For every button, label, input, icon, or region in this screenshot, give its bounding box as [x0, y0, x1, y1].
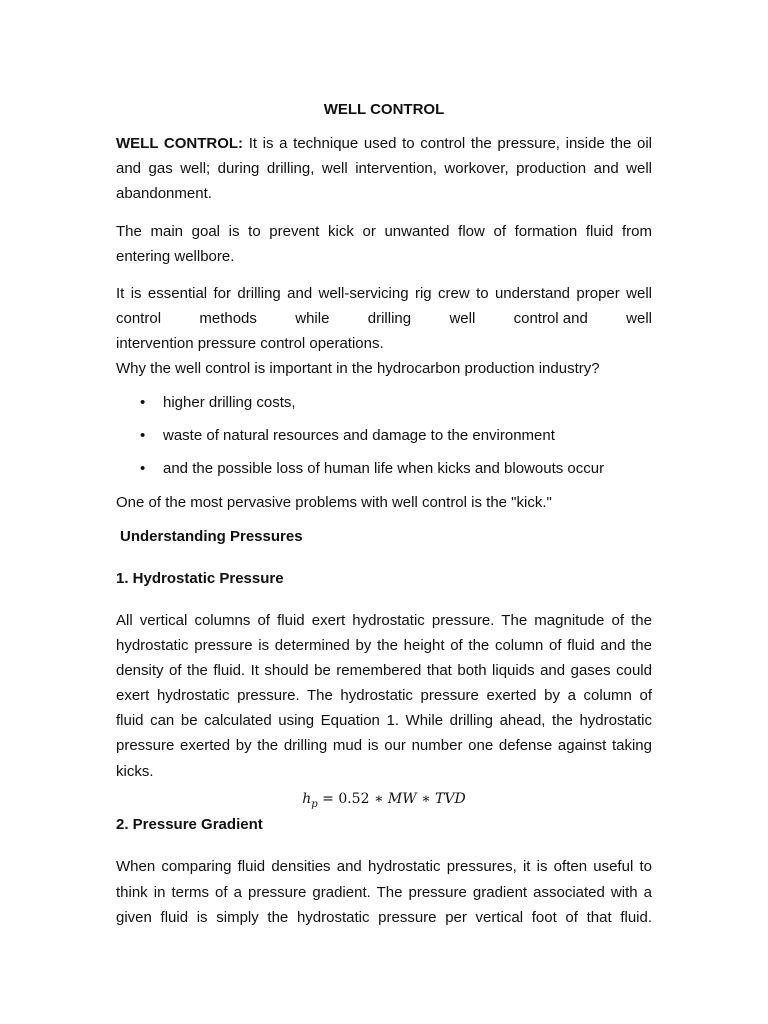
hydrostatic-line: kicks.: [116, 763, 154, 780]
intro-text-1: It is a technique used to control the pressure, inside the oil: [243, 135, 652, 152]
kick-sentence: One of the most pervasive problems with well control is the "kick.": [116, 494, 552, 511]
gradient-line: think in terms of a pressure gradient. The pressure gradient associated with a: [116, 884, 652, 901]
bullet-item: and the possible loss of human life when kicks and blowouts occur: [163, 460, 605, 477]
hydrostatic-line: fluid can be calculated using Equation 1. While drilling ahead, the hydrostatic: [116, 712, 652, 729]
essential-word: well: [626, 310, 652, 327]
bullet-icon: •: [140, 460, 146, 477]
gradient-line: given fluid is simply the hydrostatic pressure per vertical foot of that fluid.: [116, 909, 652, 926]
intro-line-3: abandonment.: [116, 185, 212, 202]
intro-line-2: and gas well; during drilling, well intervention, workover, production and well: [116, 160, 652, 177]
essential-line-3: intervention pressure control operations.: [116, 335, 384, 352]
understanding-heading: Understanding Pressures: [120, 528, 303, 545]
hydrostatic-line: hydrostatic pressure is determined by the height of the column of fluid and the: [116, 637, 652, 654]
essential-word: well: [449, 310, 476, 327]
essential-word: control and: [513, 310, 588, 327]
bullet-icon: •: [140, 427, 146, 444]
essential-word: drilling: [367, 310, 412, 327]
bullet-item: waste of natural resources and damage to the environment: [163, 427, 555, 444]
essential-word: while: [295, 310, 330, 327]
equation-lhs-subscript: p: [311, 799, 318, 810]
gradient-heading: 2. Pressure Gradient: [116, 816, 263, 833]
hydrostatic-equation: [0, 789, 768, 815]
equation-rest: ∗ MW ∗ TVD: [369, 791, 466, 807]
bullet-icon: •: [140, 394, 146, 411]
hydrostatic-line: exert hydrostatic pressure. The hydrostatic pressure exerted by a column of: [116, 687, 652, 704]
bullet-item: higher drilling costs,: [163, 394, 296, 411]
goal-line-2: entering wellbore.: [116, 248, 235, 265]
essential-word: methods: [199, 310, 257, 327]
essential-word: control: [116, 310, 162, 327]
intro-label: WELL CONTROL:: [116, 135, 244, 152]
essential-question: Why the well control is important in the hydrocarbon production industry?: [116, 360, 600, 377]
gradient-line: When comparing fluid densities and hydrostatic pressures, it is often useful to: [116, 858, 652, 875]
hydrostatic-line: All vertical columns of fluid exert hydrostatic pressure. The magnitude of the: [116, 612, 652, 629]
essential-line-1: It is essential for drilling and well-servicing rig crew to understand proper well: [116, 285, 652, 302]
page-title: WELL CONTROL: [323, 101, 445, 118]
hydrostatic-heading: 1. Hydrostatic Pressure: [116, 570, 284, 587]
hydrostatic-line: pressure exerted by the drilling mud is our number one defense against taking: [116, 737, 652, 754]
goal-line-1: The main goal is to prevent kick or unwanted flow of formation fluid from: [116, 223, 652, 240]
equation-equals: =: [317, 791, 339, 807]
intro-line-1: [116, 134, 652, 154]
equation-lhs: h: [302, 791, 312, 807]
essential-line-2: [116, 309, 652, 329]
hydrostatic-line: density of the fluid. It should be remembered that both liquids and gases could: [116, 662, 652, 679]
equation-coefficient: 0.52: [338, 791, 370, 807]
